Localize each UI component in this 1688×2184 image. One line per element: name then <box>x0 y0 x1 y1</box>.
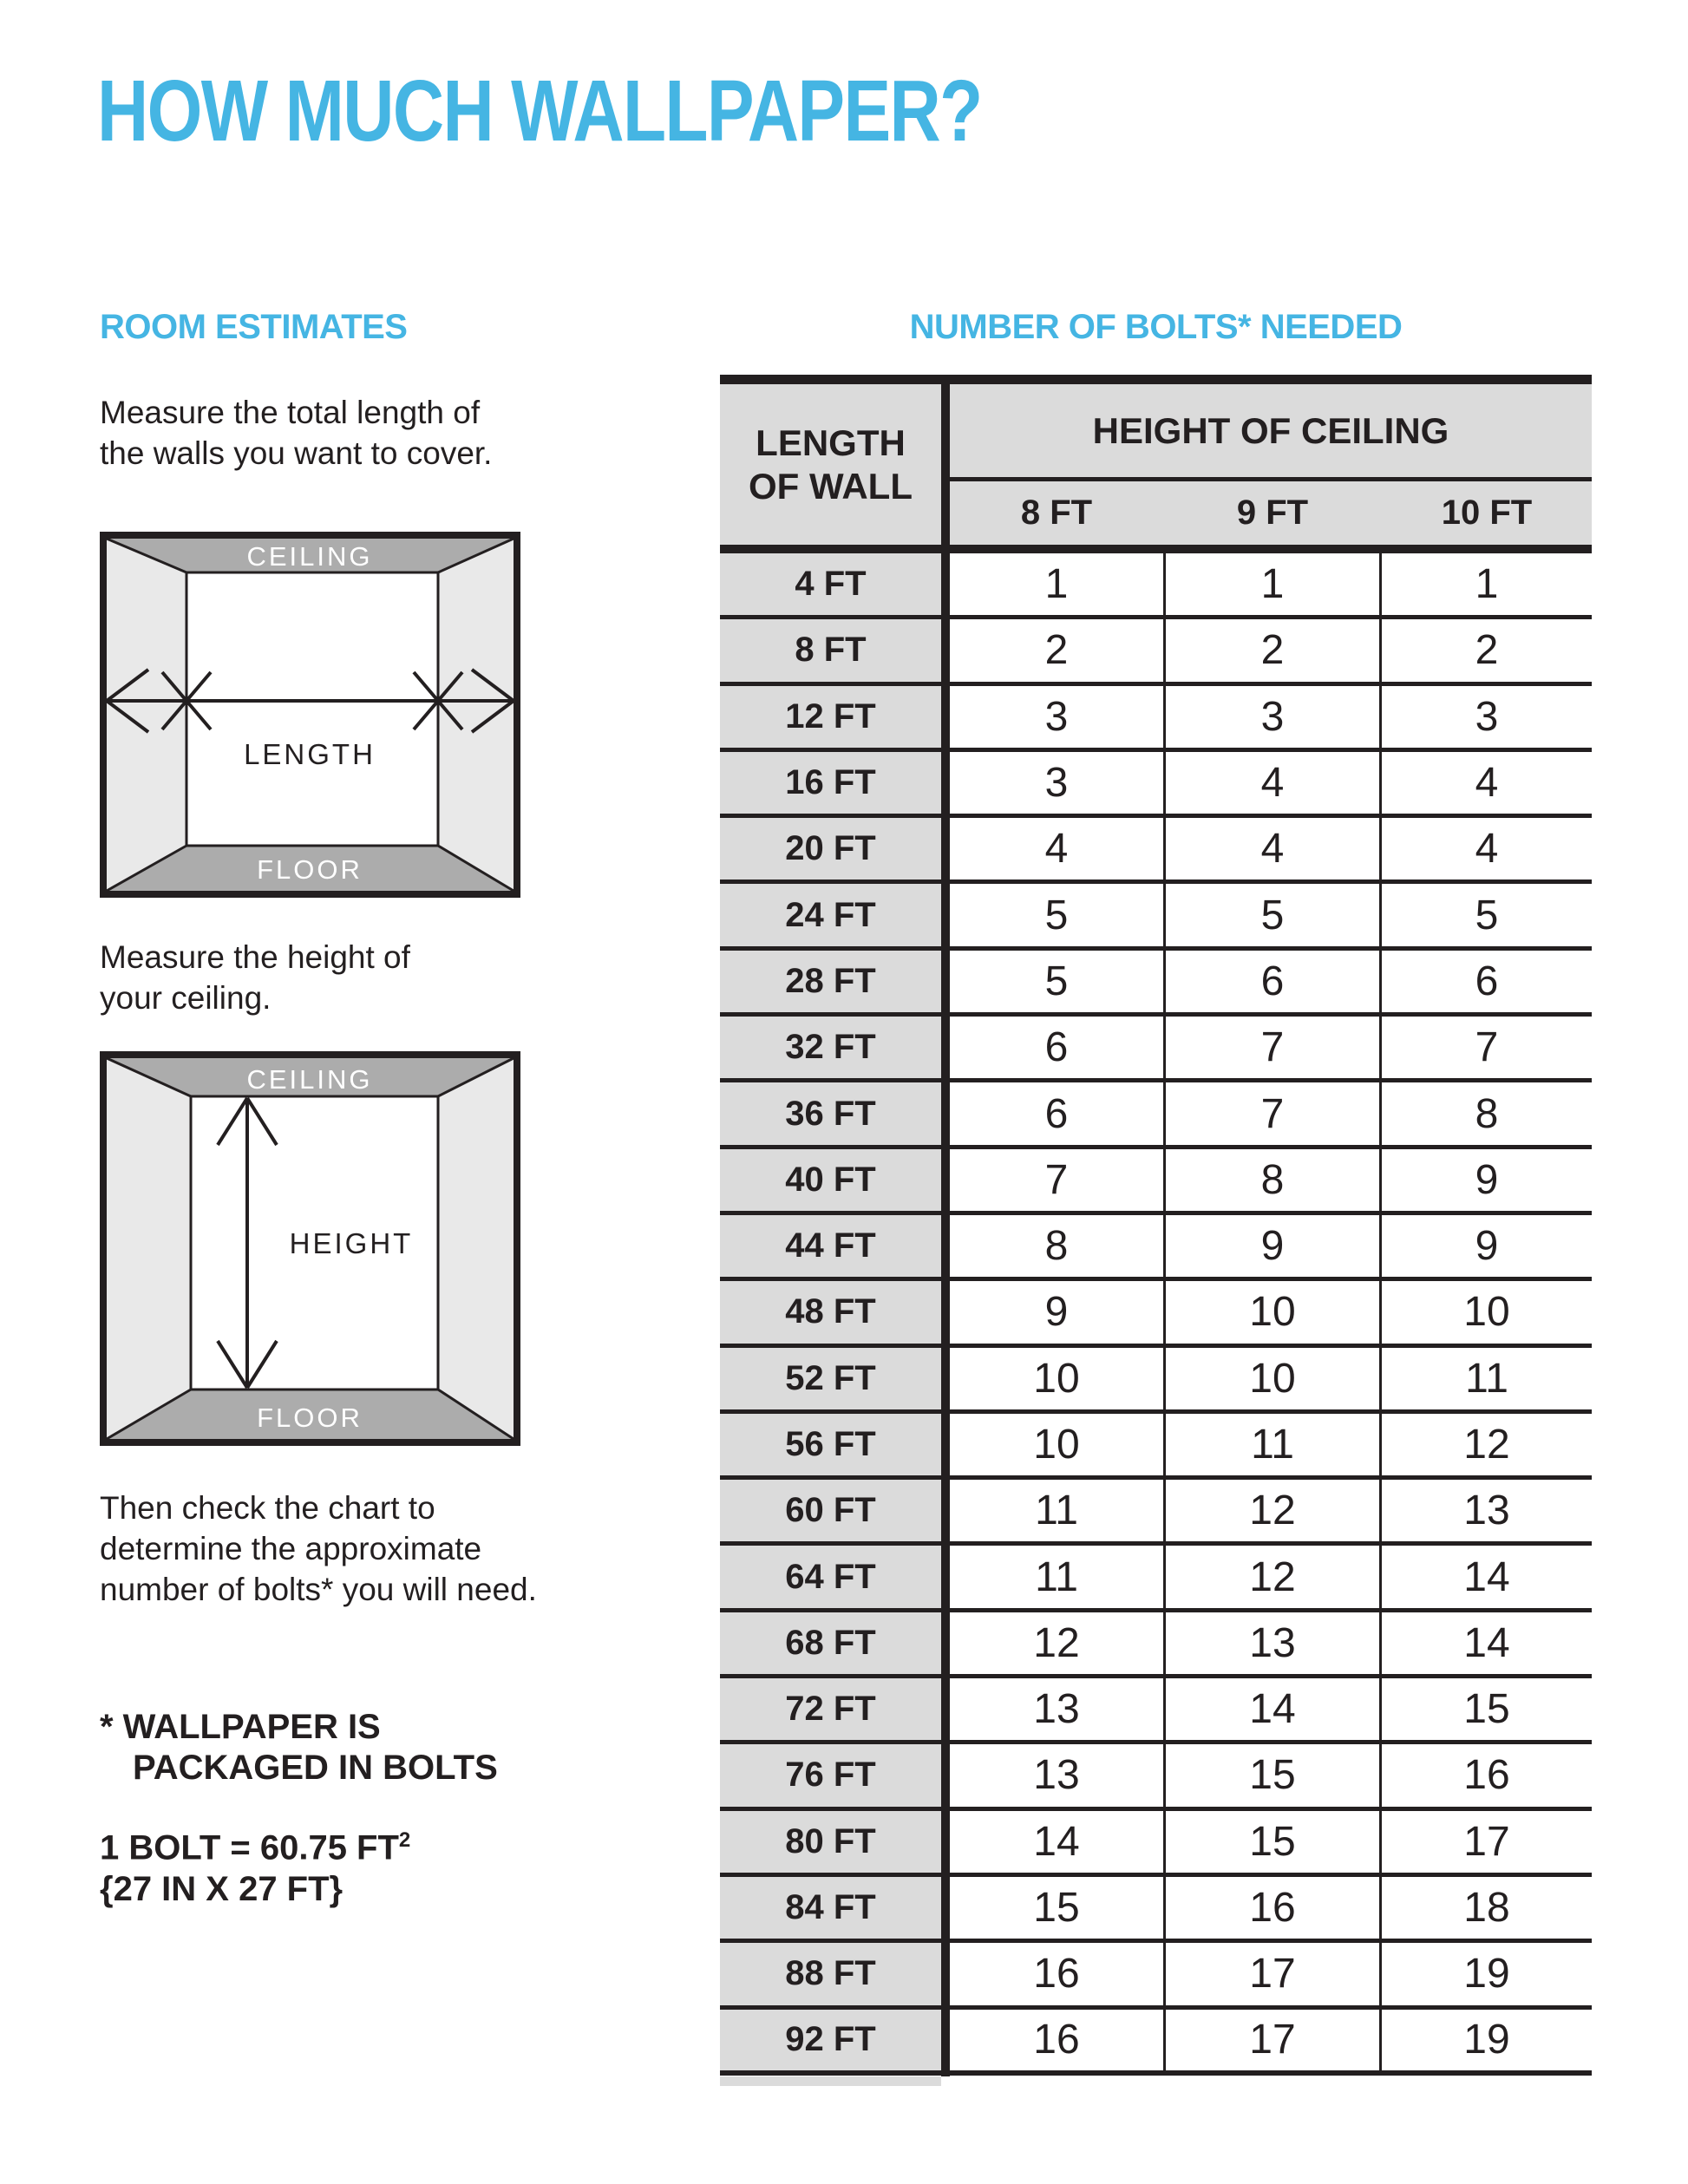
bolt-count-cell: 1 <box>1382 553 1592 615</box>
bolt-count-cell: 18 <box>1382 1877 1592 1939</box>
bolt-count-cell: 11 <box>1382 1348 1592 1409</box>
bolt-count-cell: 15 <box>1166 1744 1379 1806</box>
instruction-line: Then check the chart to <box>100 1490 435 1526</box>
bolt-count-cell: 9 <box>1382 1215 1592 1277</box>
table-row <box>720 1546 1592 1612</box>
bolt-count-cell: 4 <box>1382 818 1592 879</box>
bolt-count-cell: 7 <box>1166 1017 1379 1078</box>
bolt-count-cell: 12 <box>1166 1546 1379 1607</box>
row-label-cell: 16 FT <box>720 752 941 814</box>
row-label-cell: 4 FT <box>720 553 941 615</box>
row-label-cell: 80 FT <box>720 1811 941 1873</box>
bolt-count-cell: 10 <box>950 1348 1163 1409</box>
bolt-equation <box>100 1820 410 1868</box>
bolt-count-cell: 8 <box>950 1215 1163 1277</box>
length-room-illustration <box>100 532 520 898</box>
bolt-count-cell: 4 <box>1382 752 1592 814</box>
bolt-dimensions: {27 IN X 27 FT} <box>100 1870 343 1909</box>
row-label-cell: 12 FT <box>720 686 941 748</box>
height-room-illustration <box>100 1051 520 1446</box>
bolt-count-cell: 14 <box>1166 1678 1379 1740</box>
bolt-count-cell: 1 <box>1166 553 1379 615</box>
bolt-count-cell: 5 <box>1166 884 1379 945</box>
instruction-line: Measure the total length of <box>100 395 481 430</box>
footnote-line: PACKAGED IN BOLTS <box>133 1749 498 1787</box>
footnote-line: * WALLPAPER IS <box>100 1708 381 1746</box>
subheader-bottom-rule <box>720 545 1592 553</box>
row-label-cell: 56 FT <box>720 1414 941 1475</box>
bolt-count-cell: 10 <box>950 1414 1163 1475</box>
label-column-divider <box>941 384 950 2076</box>
table-row <box>720 1877 1592 1943</box>
row-label-cell: 32 FT <box>720 1017 941 1078</box>
length-room-diagram <box>100 532 520 902</box>
bolt-count-cell: 14 <box>1382 1612 1592 1674</box>
bolt-count-cell: 3 <box>950 752 1163 814</box>
row-label-cell: 24 FT <box>720 884 941 945</box>
row-label-cell: 48 FT <box>720 1281 941 1343</box>
table-row <box>720 2010 1592 2076</box>
table-row <box>720 1149 1592 1215</box>
table-top-rule <box>720 375 1592 384</box>
bolt-count-cell: 16 <box>1166 1877 1379 1939</box>
table-row <box>720 1943 1592 2009</box>
bolt-count-cell: 14 <box>950 1811 1163 1873</box>
height-dimension-label: HEIGHT <box>289 1227 414 1259</box>
bolt-count-cell: 9 <box>950 1281 1163 1343</box>
bolts-footnote <box>100 1707 498 1788</box>
table-row <box>720 818 1592 884</box>
row-label-cell: 84 FT <box>720 1877 941 1939</box>
column-header-8ft: 8 FT <box>1020 494 1093 532</box>
bolt-count-cell: 10 <box>1382 1281 1592 1343</box>
bolt-count-cell: 8 <box>1382 1082 1592 1144</box>
instruction-line: your ceiling. <box>100 980 272 1016</box>
bolt-count-cell: 19 <box>1382 1943 1592 2004</box>
table-body <box>720 553 1592 2076</box>
bolt-count-cell: 13 <box>950 1678 1163 1740</box>
row-label-cell: 64 FT <box>720 1546 941 1607</box>
bolt-count-cell: 7 <box>1382 1017 1592 1078</box>
column-group-header-cell: HEIGHT OF CEILING <box>1092 409 1449 451</box>
table-row <box>720 1082 1592 1148</box>
bolt-count-cell: 11 <box>1166 1414 1379 1475</box>
bolt-count-cell: 8 <box>1166 1149 1379 1211</box>
table-row <box>720 1811 1592 1877</box>
bolt-count-cell: 2 <box>1382 619 1592 681</box>
table-row <box>720 1612 1592 1678</box>
table-row <box>720 1215 1592 1281</box>
bolts-needed-table <box>720 375 1592 2089</box>
row-label-cell: 88 FT <box>720 1943 941 2004</box>
table-row <box>720 619 1592 685</box>
bolt-count-cell: 4 <box>1166 752 1379 814</box>
table-row <box>720 686 1592 752</box>
bolt-count-cell: 19 <box>1382 2010 1592 2070</box>
row-label-cell: 8 FT <box>720 619 941 681</box>
row-label-cell: 36 FT <box>720 1082 941 1144</box>
bolt-count-cell: 9 <box>1166 1215 1379 1277</box>
table-row <box>720 1744 1592 1810</box>
bolt-count-cell: 2 <box>950 619 1163 681</box>
row-label-cell: 92 FT <box>720 2010 941 2070</box>
row-label-cell: 40 FT <box>720 1149 941 1211</box>
bolt-count-cell: 2 <box>1166 619 1379 681</box>
floor-label: FLOOR <box>257 854 363 885</box>
row-label-cell: 72 FT <box>720 1678 941 1740</box>
instruction-line: the walls you want to cover. <box>100 435 493 471</box>
instruction-measure-height <box>100 937 410 1018</box>
bolt-count-cell: 12 <box>1382 1414 1592 1475</box>
room-estimates-heading: ROOM ESTIMATES <box>100 308 408 346</box>
bolt-count-cell: 13 <box>950 1744 1163 1806</box>
bolt-count-cell: 17 <box>1166 1943 1379 2004</box>
bolt-count-cell: 10 <box>1166 1281 1379 1343</box>
bolt-count-cell: 6 <box>1166 951 1379 1012</box>
bolt-count-cell: 6 <box>950 1082 1163 1144</box>
bolt-count-cell: 16 <box>950 2010 1163 2070</box>
table-row <box>720 1348 1592 1414</box>
bolt-count-cell: 13 <box>1166 1612 1379 1674</box>
bolt-count-cell: 7 <box>1166 1082 1379 1144</box>
bolt-count-cell: 11 <box>950 1546 1163 1607</box>
height-room-diagram <box>100 1051 520 1450</box>
ceiling-label: CEILING <box>246 1064 373 1095</box>
bolt-count-cell: 15 <box>1166 1811 1379 1873</box>
row-label-cell: 52 FT <box>720 1348 941 1409</box>
row-label-cell: 28 FT <box>720 951 941 1012</box>
row-label-cell: 68 FT <box>720 1612 941 1674</box>
row-label-cell: 44 FT <box>720 1215 941 1277</box>
bolt-count-cell: 3 <box>1166 686 1379 748</box>
table-row <box>720 1281 1592 1347</box>
bolt-equation-superscript: 2 <box>398 1828 411 1852</box>
bolt-count-cell: 4 <box>1166 818 1379 879</box>
bolt-count-cell: 11 <box>950 1480 1163 1541</box>
column-header-9ft: 9 FT <box>1236 494 1309 532</box>
instruction-check-chart <box>100 1488 537 1610</box>
instruction-measure-length <box>100 392 492 474</box>
table-bottom-tab <box>720 2076 941 2086</box>
table-row <box>720 553 1592 619</box>
bolt-count-cell: 16 <box>950 1943 1163 2004</box>
bolt-count-cell: 16 <box>1382 1744 1592 1806</box>
bolt-count-cell: 5 <box>950 884 1163 945</box>
bolt-count-cell: 4 <box>950 818 1163 879</box>
row-axis-header-line: LENGTH <box>756 422 906 463</box>
bolt-size-note <box>100 1820 410 1910</box>
bolt-count-cell: 14 <box>1382 1546 1592 1607</box>
table-row <box>720 1678 1592 1744</box>
instruction-line: number of bolts* you will need. <box>100 1572 537 1607</box>
bolts-needed-heading: NUMBER OF BOLTS* NEEDED <box>909 308 1403 346</box>
row-label-cell: 76 FT <box>720 1744 941 1806</box>
bolt-count-cell: 15 <box>950 1877 1163 1939</box>
page-title: HOW MUCH WALLPAPER? <box>97 62 982 160</box>
row-axis-header-line: OF WALL <box>749 465 913 507</box>
table-row <box>720 884 1592 950</box>
table-row <box>720 1480 1592 1546</box>
bolt-count-cell: 17 <box>1166 2010 1379 2070</box>
bolt-count-cell: 13 <box>1382 1480 1592 1541</box>
bolt-count-cell: 12 <box>1166 1480 1379 1541</box>
instruction-line: determine the approximate <box>100 1531 482 1566</box>
bolt-count-cell: 12 <box>950 1612 1163 1674</box>
table-row <box>720 1414 1592 1480</box>
ceiling-label: CEILING <box>246 541 373 572</box>
table-row <box>720 951 1592 1017</box>
row-label-cell: 60 FT <box>720 1480 941 1541</box>
instruction-line: Measure the height of <box>100 939 410 975</box>
length-dimension-label: LENGTH <box>244 738 376 770</box>
bolt-count-cell: 6 <box>950 1017 1163 1078</box>
table-row <box>720 752 1592 818</box>
bolt-count-cell: 7 <box>950 1149 1163 1211</box>
bolt-count-cell: 9 <box>1382 1149 1592 1211</box>
row-label-cell: 20 FT <box>720 818 941 879</box>
bolt-count-cell: 6 <box>1382 951 1592 1012</box>
table-row <box>720 1017 1592 1082</box>
bolt-count-cell: 5 <box>1382 884 1592 945</box>
bolt-count-cell: 3 <box>1382 686 1592 748</box>
row-axis-header-cell <box>720 384 941 545</box>
bolt-count-cell: 15 <box>1382 1678 1592 1740</box>
bolt-count-cell: 10 <box>1166 1348 1379 1409</box>
bolt-equation-text: 1 BOLT = 60.75 FT <box>100 1828 399 1867</box>
bolt-count-cell: 1 <box>950 553 1163 615</box>
bolt-count-cell: 5 <box>950 951 1163 1012</box>
column-header-10ft: 10 FT <box>1441 494 1533 532</box>
floor-label: FLOOR <box>257 1403 363 1433</box>
bolt-count-cell: 3 <box>950 686 1163 748</box>
bolt-count-cell: 17 <box>1382 1811 1592 1873</box>
